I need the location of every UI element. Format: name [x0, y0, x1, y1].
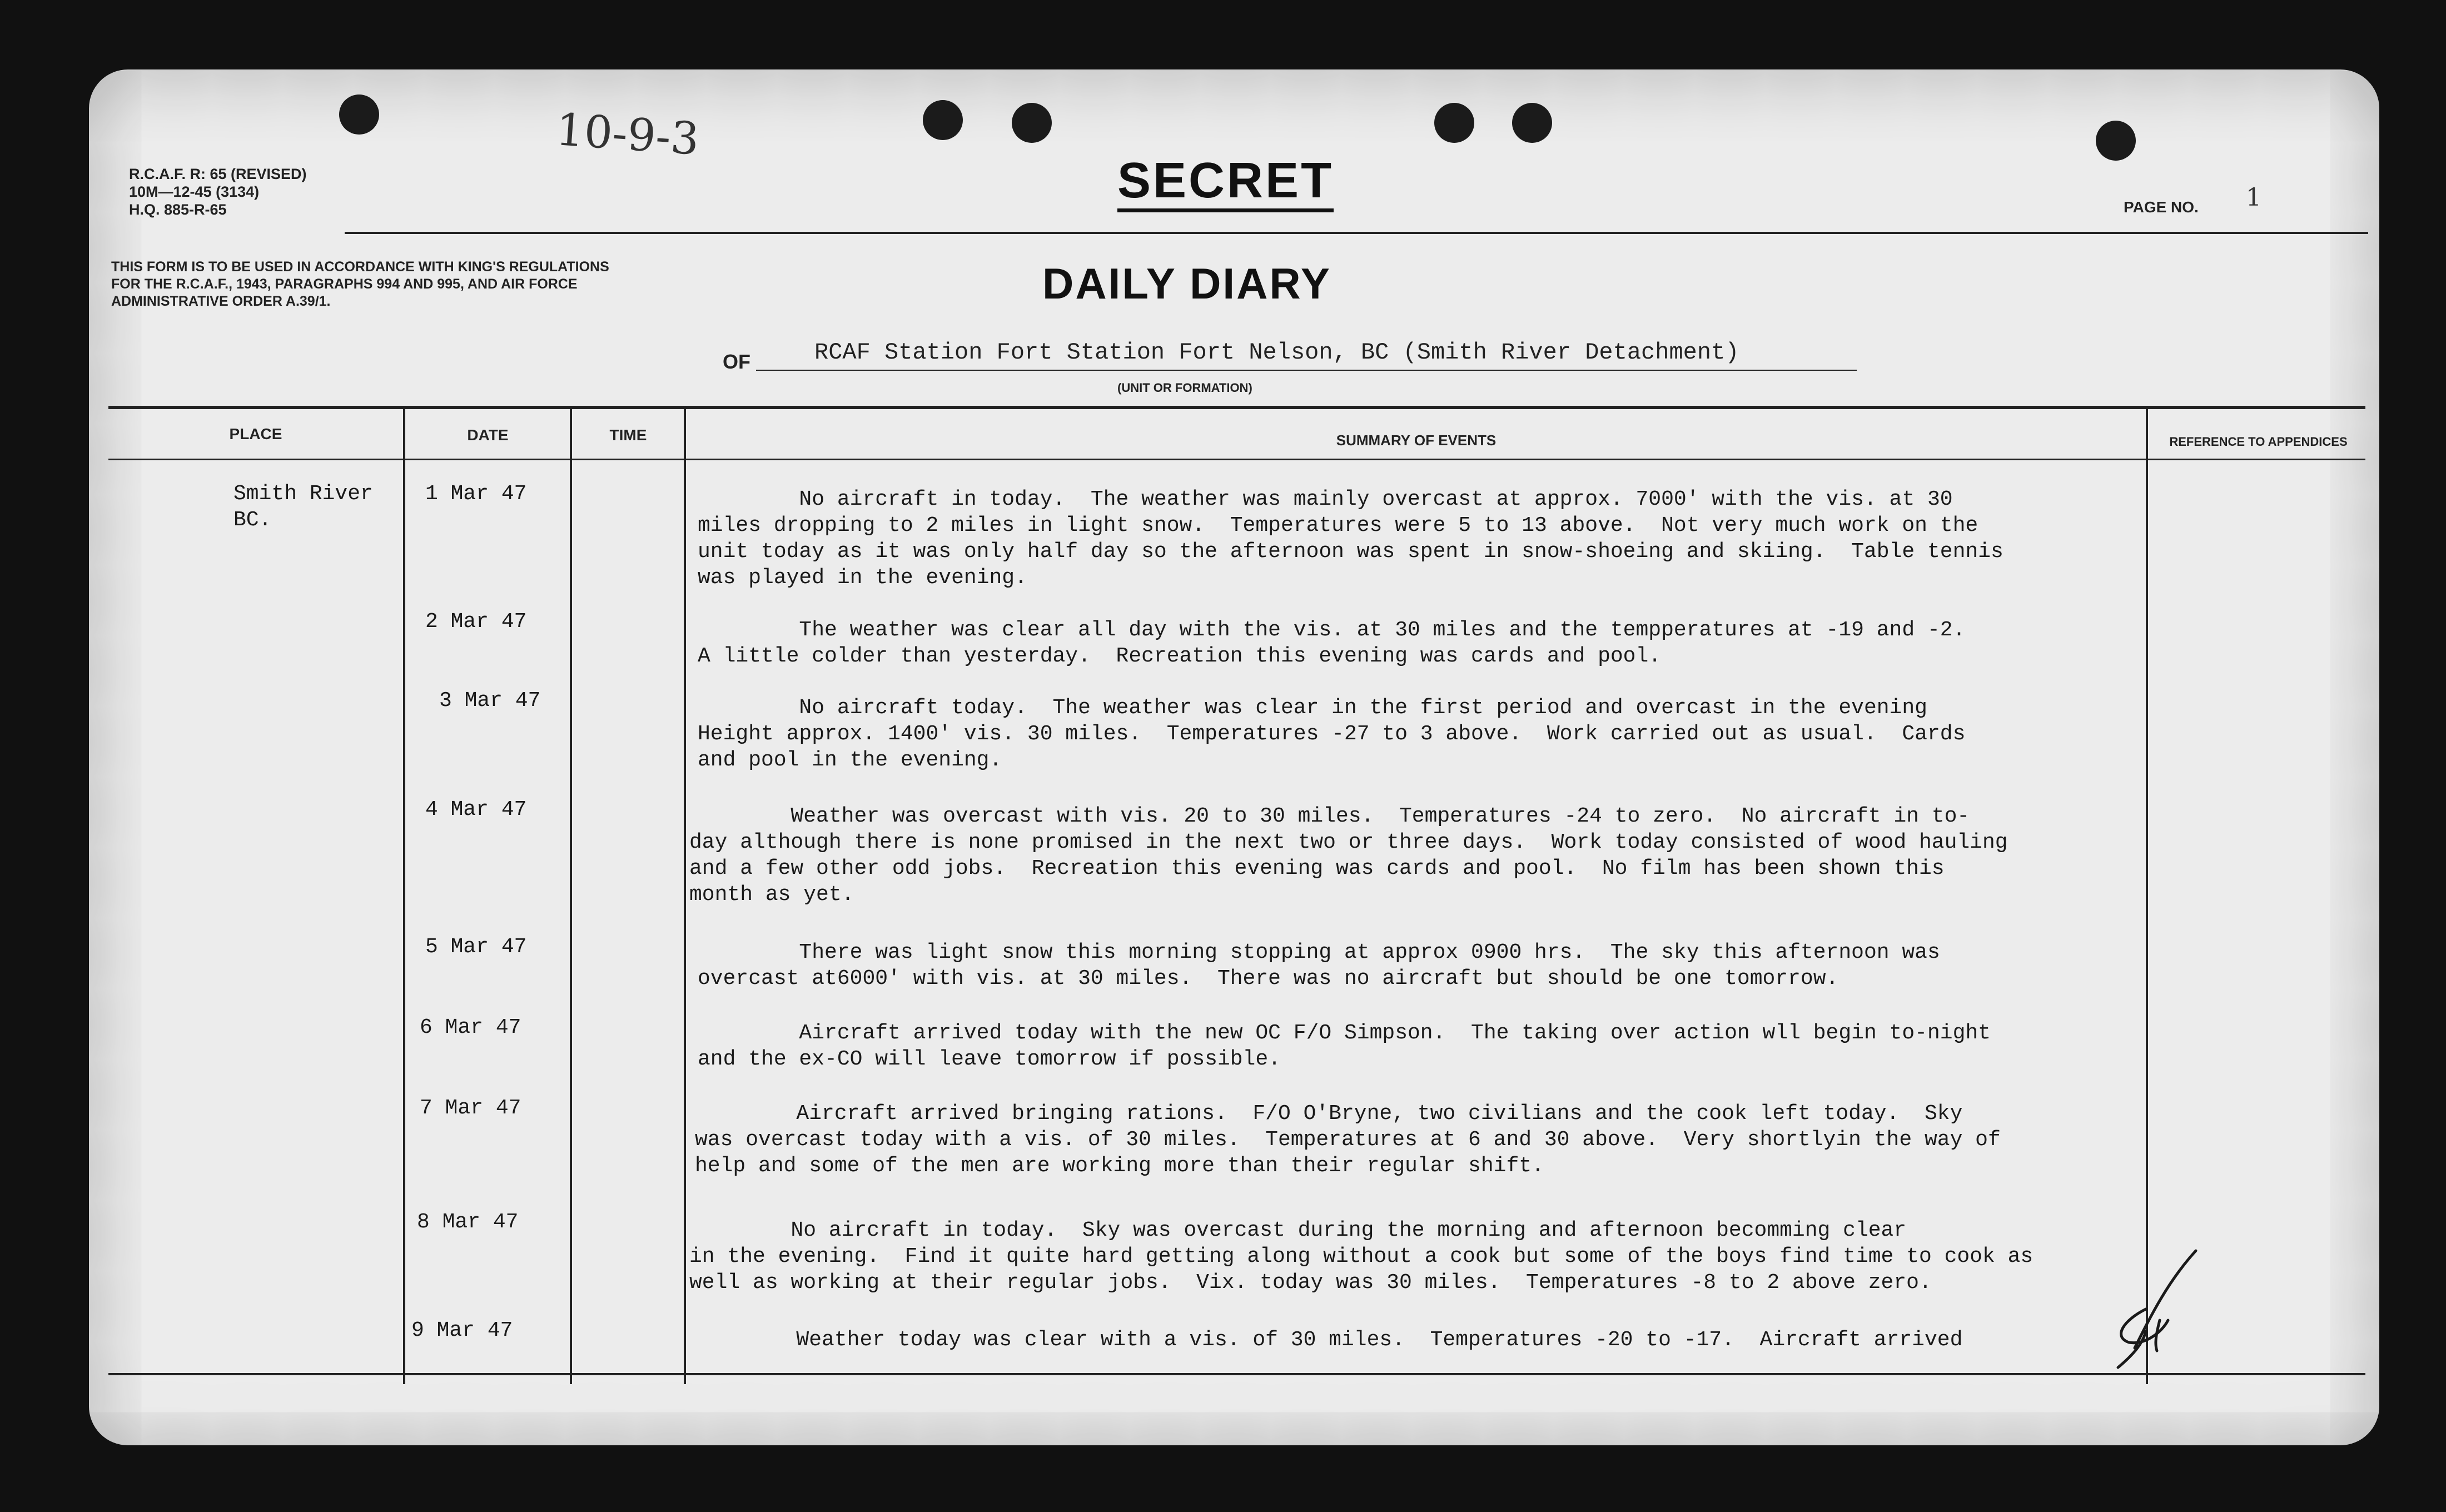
form-instructions: THIS FORM IS TO BE USED IN ACCORDANCE WITH KING'S REGULATIONS FOR THE R.C.A.F., 1943, PARAGRAPHS 994 AND 995, AND AIR FORCE ADMINISTRATIVE ORDER A.39/1. — [111, 259, 609, 309]
table-row-date: 3 Mar 47 — [439, 689, 541, 713]
binder-hole — [339, 94, 379, 135]
table-top-rule — [108, 406, 2365, 409]
page-title: DAILY DIARY — [1042, 259, 1331, 308]
binder-hole — [1434, 103, 1474, 143]
handwritten-reference: 10-9-3 — [554, 103, 701, 165]
table-row-date: 1 Mar 47 — [425, 482, 527, 506]
binder-hole — [923, 100, 963, 140]
table-header-rule — [108, 459, 2365, 460]
header-rule — [345, 232, 2368, 234]
column-header-summary: SUMMARY OF EVENTS — [1336, 432, 1497, 449]
table-row-date: 5 Mar 47 — [425, 935, 527, 959]
table-row-summary: Weather today was clear with a vis. of 30 miles. Temperatures -20 to -17. Aircraft arrived — [695, 1328, 1963, 1352]
place-cell: Smith River BC. — [233, 482, 373, 532]
binder-hole — [1512, 103, 1552, 143]
unit-name: RCAF Station Fort Station Fort Nelson, BC (Smith River Detachment) — [814, 339, 1739, 366]
table-row-summary: Aircraft arrived bringing rations. F/O O'Bryne, two civilians and the cook left today. Sky was overcast today with a vis. of 30 miles. Temperatures at 6 and 30 above. Very shortlyin the way of help and some of the men are working more than their regular shift. — [695, 1102, 2001, 1178]
page-number-label: PAGE NO. — [2124, 198, 2199, 216]
table-row-summary: No aircraft in today. The weather was mainly overcast at approx. 7000' with the vis. at 30 miles dropping to 2 miles in light snow. Temperatures were 5 to 13 above. Not very much work on the unit today as it was only half day so the afternoon was spent in snow-shoeing and skiing. Table tennis was played in the evening. — [698, 488, 2003, 590]
diary-page — [89, 69, 2379, 1445]
column-divider — [684, 406, 686, 1384]
table-row-summary: The weather was clear all day with the vis. at 30 miles and the tempperatures at -19 and -2. A little colder than yesterday. Recreation this evening was cards and pool. — [698, 618, 1966, 668]
column-divider — [2146, 406, 2148, 1384]
form-reference: R.C.A.F. R: 65 (REVISED) 10M—12-45 (3134) H.Q. 885-R-65 — [129, 166, 307, 218]
table-bottom-rule — [108, 1373, 2365, 1375]
unit-underline — [756, 370, 1857, 371]
table-row-date: 6 Mar 47 — [420, 1016, 521, 1040]
signature — [2112, 1248, 2201, 1370]
page-number-value: 1 — [2246, 183, 2261, 212]
column-header-place: PLACE — [229, 425, 282, 442]
table-row-date: 4 Mar 47 — [425, 798, 527, 822]
table-row-date: 7 Mar 47 — [420, 1096, 521, 1120]
column-divider — [403, 406, 405, 1384]
column-header-date: DATE — [467, 426, 509, 444]
table-row-date: 8 Mar 47 — [417, 1210, 519, 1234]
table-row-summary: Weather was overcast with vis. 20 to 30 miles. Temperatures -24 to zero. No aircraft in to- day although there is none promised in the next two or three days. Work today consisted of wood hauling and a few other odd jobs. Recreation this evening was cards and pool. No film has been shown this month as yet. — [689, 804, 2008, 907]
binder-hole — [2096, 121, 2136, 161]
unit-caption: (UNIT OR FORMATION) — [1117, 381, 1252, 395]
binder-hole — [1012, 103, 1052, 143]
column-divider — [570, 406, 572, 1384]
table-row-summary: There was light snow this morning stopping at approx 0900 hrs. The sky this afternoon was overcast at6000' with vis. at 30 miles. There was no aircraft but should be one tomorrow. — [698, 941, 1940, 991]
column-header-reference: REFERENCE TO APPENDICES — [2169, 435, 2348, 449]
column-header-time: TIME — [609, 426, 647, 444]
table-row-summary: No aircraft in today. Sky was overcast during the morning and afternoon becomming clear in the evening. Find it quite hard getting along without a cook but some of the boys find time to cook as well as working at their regular jobs. Vix. today was 30 miles. Temperatures -8 to 2 above zero. — [689, 1218, 2034, 1295]
classification-stamp: SECRET — [1117, 153, 1334, 212]
table-row-date: 2 Mar 47 — [425, 610, 527, 634]
table-row-date: 9 Mar 47 — [411, 1319, 513, 1342]
unit-of-label: OF — [723, 350, 750, 373]
table-row-summary: Aircraft arrived today with the new OC F/O Simpson. The taking over action wll begin to-night and the ex-CO will leave tomorrow if possible. — [698, 1021, 1991, 1071]
table-row-summary: No aircraft today. The weather was clear in the first period and overcast in the evening Height approx. 1400' vis. 30 miles. Temperatures -27 to 3 above. Work carried out as usual. Cards and pool in the evening. — [698, 696, 1966, 772]
